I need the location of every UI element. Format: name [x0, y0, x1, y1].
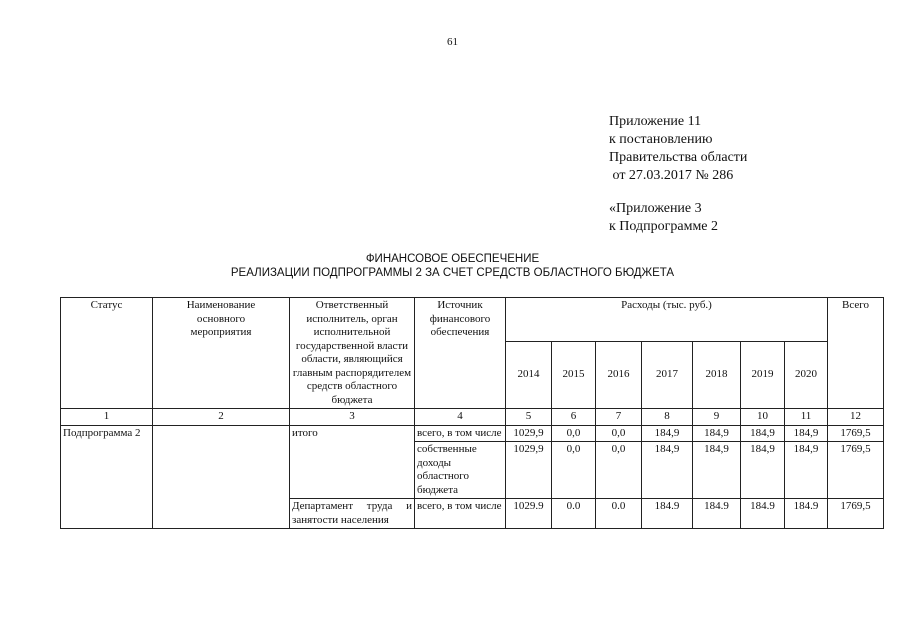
appendix-line: от 27.03.2017 № 286: [609, 168, 734, 183]
header-total: Всего: [828, 298, 884, 409]
value-cell: 184,9: [785, 425, 828, 442]
header-year: 2019: [741, 342, 785, 409]
source-cell: всего, в том числе: [415, 499, 506, 529]
appendix-block-2: [609, 200, 718, 236]
value-cell: 184.9: [785, 499, 828, 529]
value-cell: 1029,9: [506, 425, 552, 442]
value-cell: 0,0: [596, 442, 642, 499]
value-cell: 0.0: [552, 499, 596, 529]
page-number: 61: [447, 36, 458, 48]
value-cell: 0,0: [552, 442, 596, 499]
column-number: 5: [506, 409, 552, 426]
appendix-line: к постановлению: [609, 132, 713, 147]
title-line-1: ФИНАНСОВОЕ ОБЕСПЕЧЕНИЕ: [365, 253, 540, 265]
column-number: 8: [642, 409, 693, 426]
value-cell: 184,9: [741, 442, 785, 499]
value-cell: 184,9: [693, 425, 741, 442]
value-cell: 184.9: [642, 499, 693, 529]
value-cell: 184.9: [741, 499, 785, 529]
column-number: 7: [596, 409, 642, 426]
document-title: [0, 252, 905, 280]
column-number: 1: [61, 409, 153, 426]
column-number: 9: [693, 409, 741, 426]
header-row: [61, 298, 884, 342]
header-executor: Ответственный исполнитель, орган исполнительной государственной власти области, являющийся главным распорядителем средств областного бюджета: [290, 298, 415, 409]
appendix-block: [609, 113, 747, 185]
column-number: 2: [153, 409, 290, 426]
header-source: Источник финансового обеспечения: [415, 298, 506, 409]
appendix-line: «Приложение 3: [609, 201, 702, 216]
total-cell: 1769,5: [828, 499, 884, 529]
header-year: 2016: [596, 342, 642, 409]
value-cell: 184,9: [693, 442, 741, 499]
appendix-line: к Подпрограмме 2: [609, 219, 719, 234]
column-number: 12: [828, 409, 884, 426]
total-cell: 1769,5: [828, 442, 884, 499]
header-year: 2020: [785, 342, 828, 409]
column-number: 3: [290, 409, 415, 426]
financing-table: [60, 297, 884, 529]
header-year: 2018: [693, 342, 741, 409]
value-cell: 0,0: [552, 425, 596, 442]
value-cell: 184,9: [741, 425, 785, 442]
executor-cell: Департамент труда и занятости населения: [290, 499, 415, 529]
source-cell: собственные доходы областного бюджета: [415, 442, 506, 499]
header-expenses: Расходы (тыс. руб.): [506, 298, 828, 342]
header-year: 2014: [506, 342, 552, 409]
appendix-line: Правительства области: [609, 150, 748, 165]
name-cell: [153, 425, 290, 529]
header-year: 2015: [552, 342, 596, 409]
column-number: 4: [415, 409, 506, 426]
column-number: 6: [552, 409, 596, 426]
total-cell: 1769,5: [828, 425, 884, 442]
column-number-row: [61, 409, 884, 426]
appendix-line: Приложение 11: [609, 114, 702, 129]
table-row: [61, 425, 884, 442]
executor-cell: итого: [290, 425, 415, 499]
value-cell: 184.9: [693, 499, 741, 529]
value-cell: 184,9: [642, 442, 693, 499]
value-cell: 1029,9: [506, 442, 552, 499]
column-number: 10: [741, 409, 785, 426]
value-cell: 0.0: [596, 499, 642, 529]
value-cell: 184,9: [785, 442, 828, 499]
value-cell: 0,0: [596, 425, 642, 442]
header-status: Статус: [61, 298, 153, 409]
header-name: Наименование основного мероприятия: [153, 298, 290, 409]
value-cell: 1029.9: [506, 499, 552, 529]
status-cell: Подпрограмма 2: [61, 425, 153, 529]
header-year: 2017: [642, 342, 693, 409]
column-number: 11: [785, 409, 828, 426]
title-line-2: РЕАЛИЗАЦИИ ПОДПРОГРАММЫ 2 ЗА СЧЕТ СРЕДСТВ ОБЛАСТНОГО БЮДЖЕТА: [230, 267, 675, 279]
value-cell: 184,9: [642, 425, 693, 442]
source-cell: всего, в том числе: [415, 425, 506, 442]
